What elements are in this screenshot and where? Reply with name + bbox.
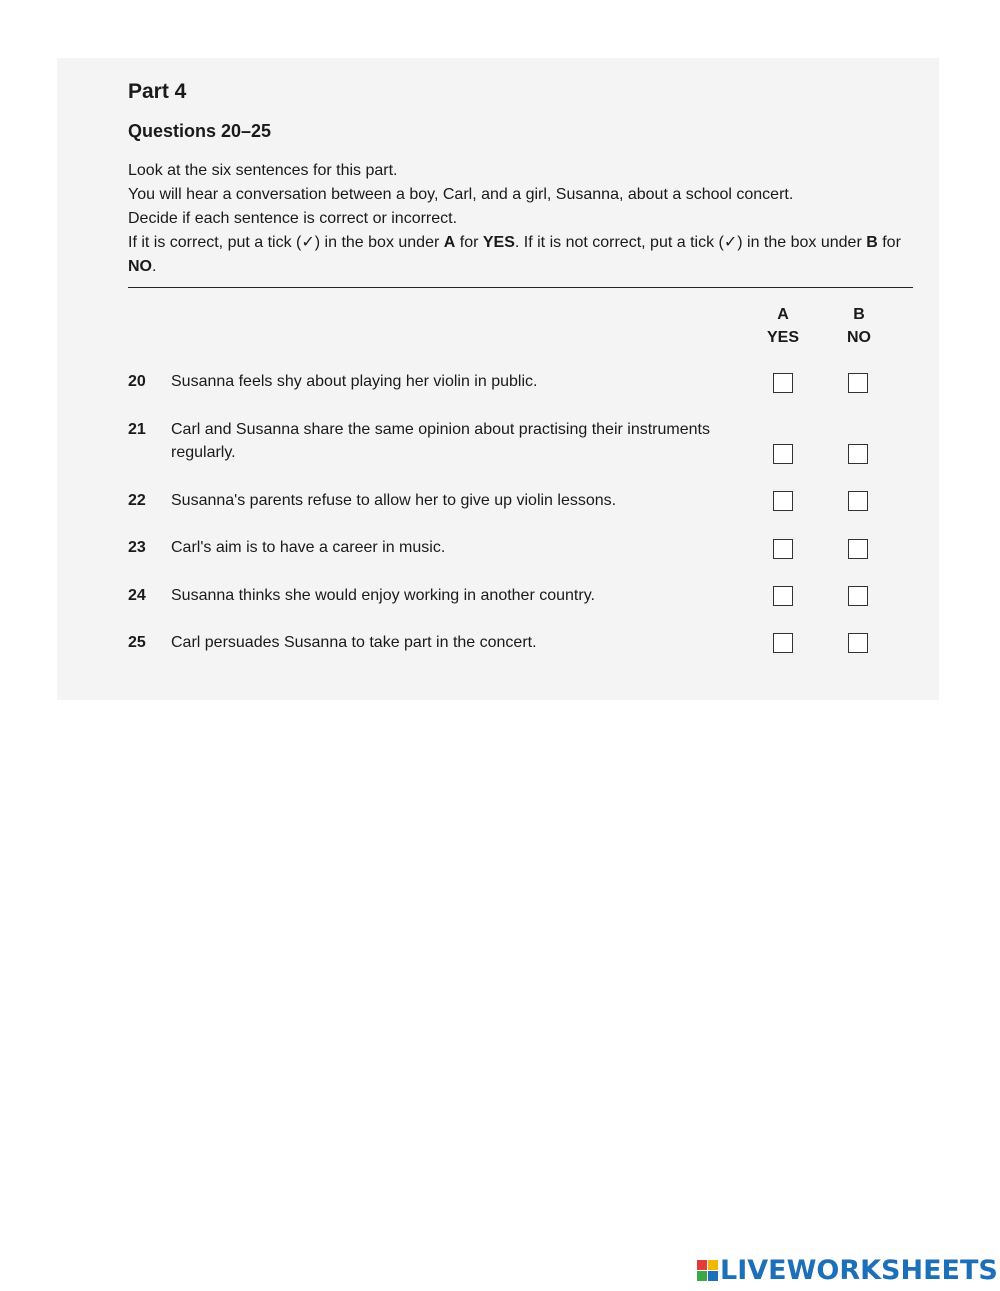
q21-no-checkbox[interactable] — [848, 444, 868, 464]
q22-no-checkbox[interactable] — [848, 491, 868, 511]
divider — [128, 287, 913, 288]
column-header-b — [829, 303, 889, 349]
q25-no-checkbox[interactable] — [848, 633, 868, 653]
question-text: Susanna thinks she would enjoy working in another country. — [171, 587, 595, 604]
questions-range: Questions 20–25 — [128, 121, 272, 141]
column-b-label: NO — [847, 329, 871, 346]
q21-yes-checkbox[interactable] — [773, 444, 793, 464]
question-row-25 — [128, 631, 928, 659]
instructions — [128, 159, 918, 279]
q23-no-checkbox[interactable] — [848, 539, 868, 559]
question-text: Carl's aim is to have a career in music. — [171, 539, 446, 556]
question-number: 21 — [128, 421, 146, 438]
q25-yes-checkbox[interactable] — [773, 633, 793, 653]
q22-yes-checkbox[interactable] — [773, 491, 793, 511]
question-row-21 — [128, 418, 928, 468]
question-text: Susanna feels shy about playing her violin in public. — [171, 373, 538, 390]
q20-no-checkbox[interactable] — [848, 373, 868, 393]
instruction-line-3: Decide if each sentence is correct or incorrect. — [128, 210, 458, 227]
question-number: 22 — [128, 492, 146, 509]
liveworksheets-wordmark: LIVEWORKSHEETS — [720, 1254, 998, 1286]
question-row-23 — [128, 536, 928, 564]
instruction-line-2: You will hear a conversation between a boy, Carl, and a girl, Susanna, about a school concert. — [128, 186, 794, 203]
instruction-line-4: If it is correct, put a tick (✓) in the box under A for YES. If it is not correct, put a tick (✓) in the box under B for NO. — [128, 234, 901, 275]
column-b-letter: B — [853, 306, 865, 323]
instruction-line-1: Look at the six sentences for this part. — [128, 162, 398, 179]
q24-yes-checkbox[interactable] — [773, 586, 793, 606]
liveworksheets-logo-icon — [697, 1260, 718, 1281]
question-number: 24 — [128, 587, 146, 604]
question-row-24 — [128, 584, 928, 612]
part-title: Part 4 — [128, 80, 187, 103]
question-number: 23 — [128, 539, 146, 556]
liveworksheets-logo — [697, 1255, 998, 1285]
question-text: Carl and Susanna share the same opinion about practising their instruments regularly. — [171, 421, 710, 461]
q23-yes-checkbox[interactable] — [773, 539, 793, 559]
question-number: 25 — [128, 634, 146, 651]
question-row-22 — [128, 489, 928, 517]
q24-no-checkbox[interactable] — [848, 586, 868, 606]
question-text: Carl persuades Susanna to take part in the concert. — [171, 634, 537, 651]
column-header-a — [753, 303, 813, 349]
column-a-letter: A — [777, 306, 789, 323]
column-a-label: YES — [766, 329, 799, 346]
q20-yes-checkbox[interactable] — [773, 373, 793, 393]
question-text: Susanna's parents refuse to allow her to give up violin lessons. — [171, 492, 617, 509]
question-number: 20 — [128, 373, 146, 390]
question-row-20 — [128, 370, 928, 398]
